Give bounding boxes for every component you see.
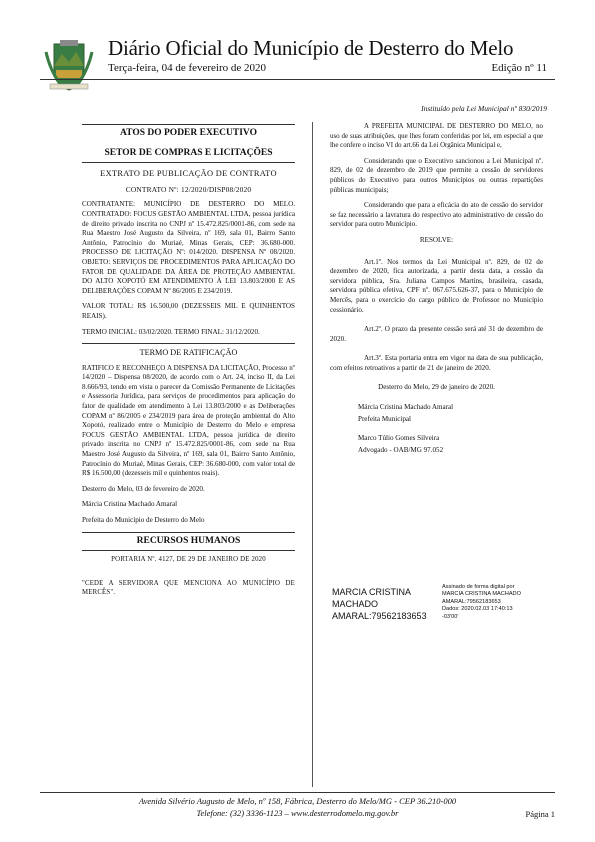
lawyer-name: Marco Túlio Gomes Silveira bbox=[358, 434, 440, 443]
signature-name-line3: AMARAL:79562183653 bbox=[332, 611, 427, 621]
signature-detail-line2: MARCIA CRISTINA MACHADO bbox=[442, 591, 521, 598]
footer-phone-website: Telefone: (32) 3336-1123 – www.desterrodomelo.mg.gov.br bbox=[196, 808, 399, 818]
article-1: Art.1º. Nos termos da Lei Municipal nº. 829, de 02 de dezembro de 2020, fica autorizada, a partir desta data, a cessão da servidora pública, Sra. Juliana Campos Martins, brasileira, casada, servidora pública efetiva, CPF nº. 067.675.626-37, para o Município de Mercês, para o exercício do cargo público de Professor no Município cessionário. bbox=[330, 257, 543, 314]
portaria-ementa: "CEDE A SERVIDORA QUE MENCIONA AO MUNICÍPIO DE MERCÊS". bbox=[82, 579, 295, 597]
ratification-signer-role: Prefeita do Município de Desterro do Melo bbox=[82, 516, 205, 524]
ratification-title: TERMO DE RATIFICAÇÃO bbox=[82, 343, 295, 362]
lawyer-role: Advogado - OAB/MG 97.052 bbox=[358, 445, 444, 454]
signature-detail-line1: Assinado de forma digital por bbox=[442, 584, 515, 590]
footer-address: Avenida Silvério Augusto de Melo, nº 158, Fábrica, Desterro do Melo/MG - CEP 36.210-000 bbox=[138, 796, 457, 806]
signature-detail-line4: Dados: 2020.02.03 17:40:13 bbox=[442, 606, 513, 613]
considerando-1: Considerando que o Executivo sancionou a Lei Municipal nº. 829, de 02 de dezembro de 2019 que permite a cessão de servidores públicos do Executivo para outros Municípios ou outras repartições públicas municipais; bbox=[330, 156, 543, 194]
ratification-signer-name: Márcia Cristina Machado Amaral bbox=[82, 500, 178, 509]
portaria-signer-name: Márcia Cristina Machado Amaral bbox=[358, 403, 454, 412]
edition-number: Edição nº 11 bbox=[491, 62, 547, 74]
signature-name-line2: MACHADO bbox=[332, 599, 379, 609]
contract-text: CONTRATANTE: MUNICÍPIO DE DESTERRO DO MELO. CONTRATADO: FOCUS GESTÃO AMBIENTAL LTDA, pessoa jurídica de direito privado inscrita no CNPJ nº 15.472.825/0001-86, com sede na Rua Maestro José Augusto da Silveira, nº 169, sala 01, Bairro Santo Antônio, Patrocínio do Muriaé, Minas Gerais, CEP: 36.680-000. PROCESSO DE LICITAÇÃO Nº: 014/2020. DISPENSA Nº 08/2020. OBJETO: SERVIÇOS DE PROCEDIMENTOS PARA APLICAÇÃO DO FATOR DE QUALIDADE DA ÁREA DE PROTEÇÃO AMBIENTAL DO ALTO XOPOTÓ EM ATENDIMENTO À LEI 13.803/2000 E AS DELIBERAÇÕES COPAM Nº 86/2005 E 234/2019. bbox=[82, 200, 295, 295]
section-heading-hr: RECURSOS HUMANOS bbox=[82, 532, 295, 552]
article-2: Art.2º. O prazo da presente cessão será até 31 de dezembro de 2020. bbox=[330, 325, 543, 343]
portaria-number: PORTARIA Nº. 4127, DE 29 DE JANEIRO DE 2020 bbox=[111, 556, 266, 564]
header-divider bbox=[40, 79, 555, 80]
contract-number: CONTRATO Nº: 12/2020/DISP08/2020 bbox=[125, 184, 252, 194]
column-divider bbox=[312, 122, 313, 787]
page-title: Diário Oficial do Município de Desterro do Melo bbox=[108, 36, 514, 60]
section-heading-purchasing: SETOR DE COMPRAS E LICITAÇÕES bbox=[82, 145, 295, 164]
contract-value: VALOR TOTAL: R$ 16.500,00 (DEZESSEIS MIL E QUINHENTOS REAIS). bbox=[82, 302, 295, 320]
considerando-2: Considerando que para a eficácia do ato de cessão do servidor se faz necessário a lavratura do respectivo ato administrativo de cessão do servidor para outro Município. bbox=[330, 201, 543, 229]
right-column bbox=[330, 122, 543, 461]
signature-detail-line5: -03'00' bbox=[442, 613, 459, 620]
portaria-place-date: Desterro do Melo, 29 de janeiro de 2020. bbox=[378, 383, 495, 392]
publication-date: Terça-feira, 04 de fevereiro de 2020 bbox=[108, 62, 267, 74]
signature-name-block bbox=[332, 586, 442, 622]
signature-name-line1: MARCIA CRISTINA bbox=[332, 587, 412, 597]
signature-detail-block bbox=[442, 584, 546, 621]
ratification-place-date: Desterro do Melo, 03 de fevereiro de 2020. bbox=[82, 484, 205, 493]
institution-note: Instituído pela Lei Municipal nº 830/2019 bbox=[421, 104, 547, 113]
ratification-text: RATIFICO E RECONHEÇO A DISPENSA DA LICITAÇÃO, Processo nº 14/2020 – Dispensa 08/2020, de acordo com o Art. 24, inciso II, da Lei 8.666/93, tendo em vista o parecer da Comissão Permanente de Licitações e Assessoria Jurídica, para serviços de procedimentos para aplicação do fator de qualidade em atendimento à Lei 13.803/2000 e as Deliberações COPAM nº 86/2005 e 234/2019 para área de proteção ambiental do Alto Xopotó, realizado entre o Município de Desterro do Melo e empresa FOCUS GESTÃO AMBIENTAL LTDA, pessoa jurídica de direito privado inscrita no CNPJ nº 15.472.825/0001-86, com sede na Rua Maestro José Augusto da Silveira, nº 169, sala 01, Bairro Santo Antônio, Patrocínio do Muriaé, Minas Gerais, CEP: 36.680-000, com valor total de R$ 16.500,00 (dezesseis mil e quinhentos reais). bbox=[82, 363, 295, 478]
footer-divider bbox=[40, 792, 555, 793]
digital-signature bbox=[330, 580, 545, 632]
resolve-heading: RESOLVE: bbox=[419, 235, 454, 244]
coat-of-arms-logo bbox=[40, 40, 98, 92]
article-3: Art.3º. Esta portaria entra em vigor na data de sua publicação, com efeitos retroativos a partir de 21 de janeiro de 2020. bbox=[330, 354, 543, 372]
extract-title: EXTRATO DE PUBLICAÇÃO DE CONTRATO bbox=[100, 169, 277, 179]
portaria-signer-role: Prefeita Municipal bbox=[358, 414, 411, 423]
signature-detail-line3: AMARAL:79562183653 bbox=[442, 598, 501, 605]
page-number: Página 1 bbox=[525, 809, 555, 819]
section-heading-executive: ATOS DO PODER EXECUTIVO bbox=[82, 124, 295, 143]
portaria-preamble: A PREFEITA MUNICIPAL DE DESTERRO DO MELO, no uso de suas atribuições, que lhes foram conferidas por lei, em especial a que lhe confere o inciso VI do art.66 da Lei Orgânica Municipal e, bbox=[330, 123, 543, 150]
contract-term: TERMO INICIAL: 03/02/2020. TERMO FINAL: 31/12/2020. bbox=[82, 327, 260, 336]
left-column bbox=[82, 122, 295, 604]
